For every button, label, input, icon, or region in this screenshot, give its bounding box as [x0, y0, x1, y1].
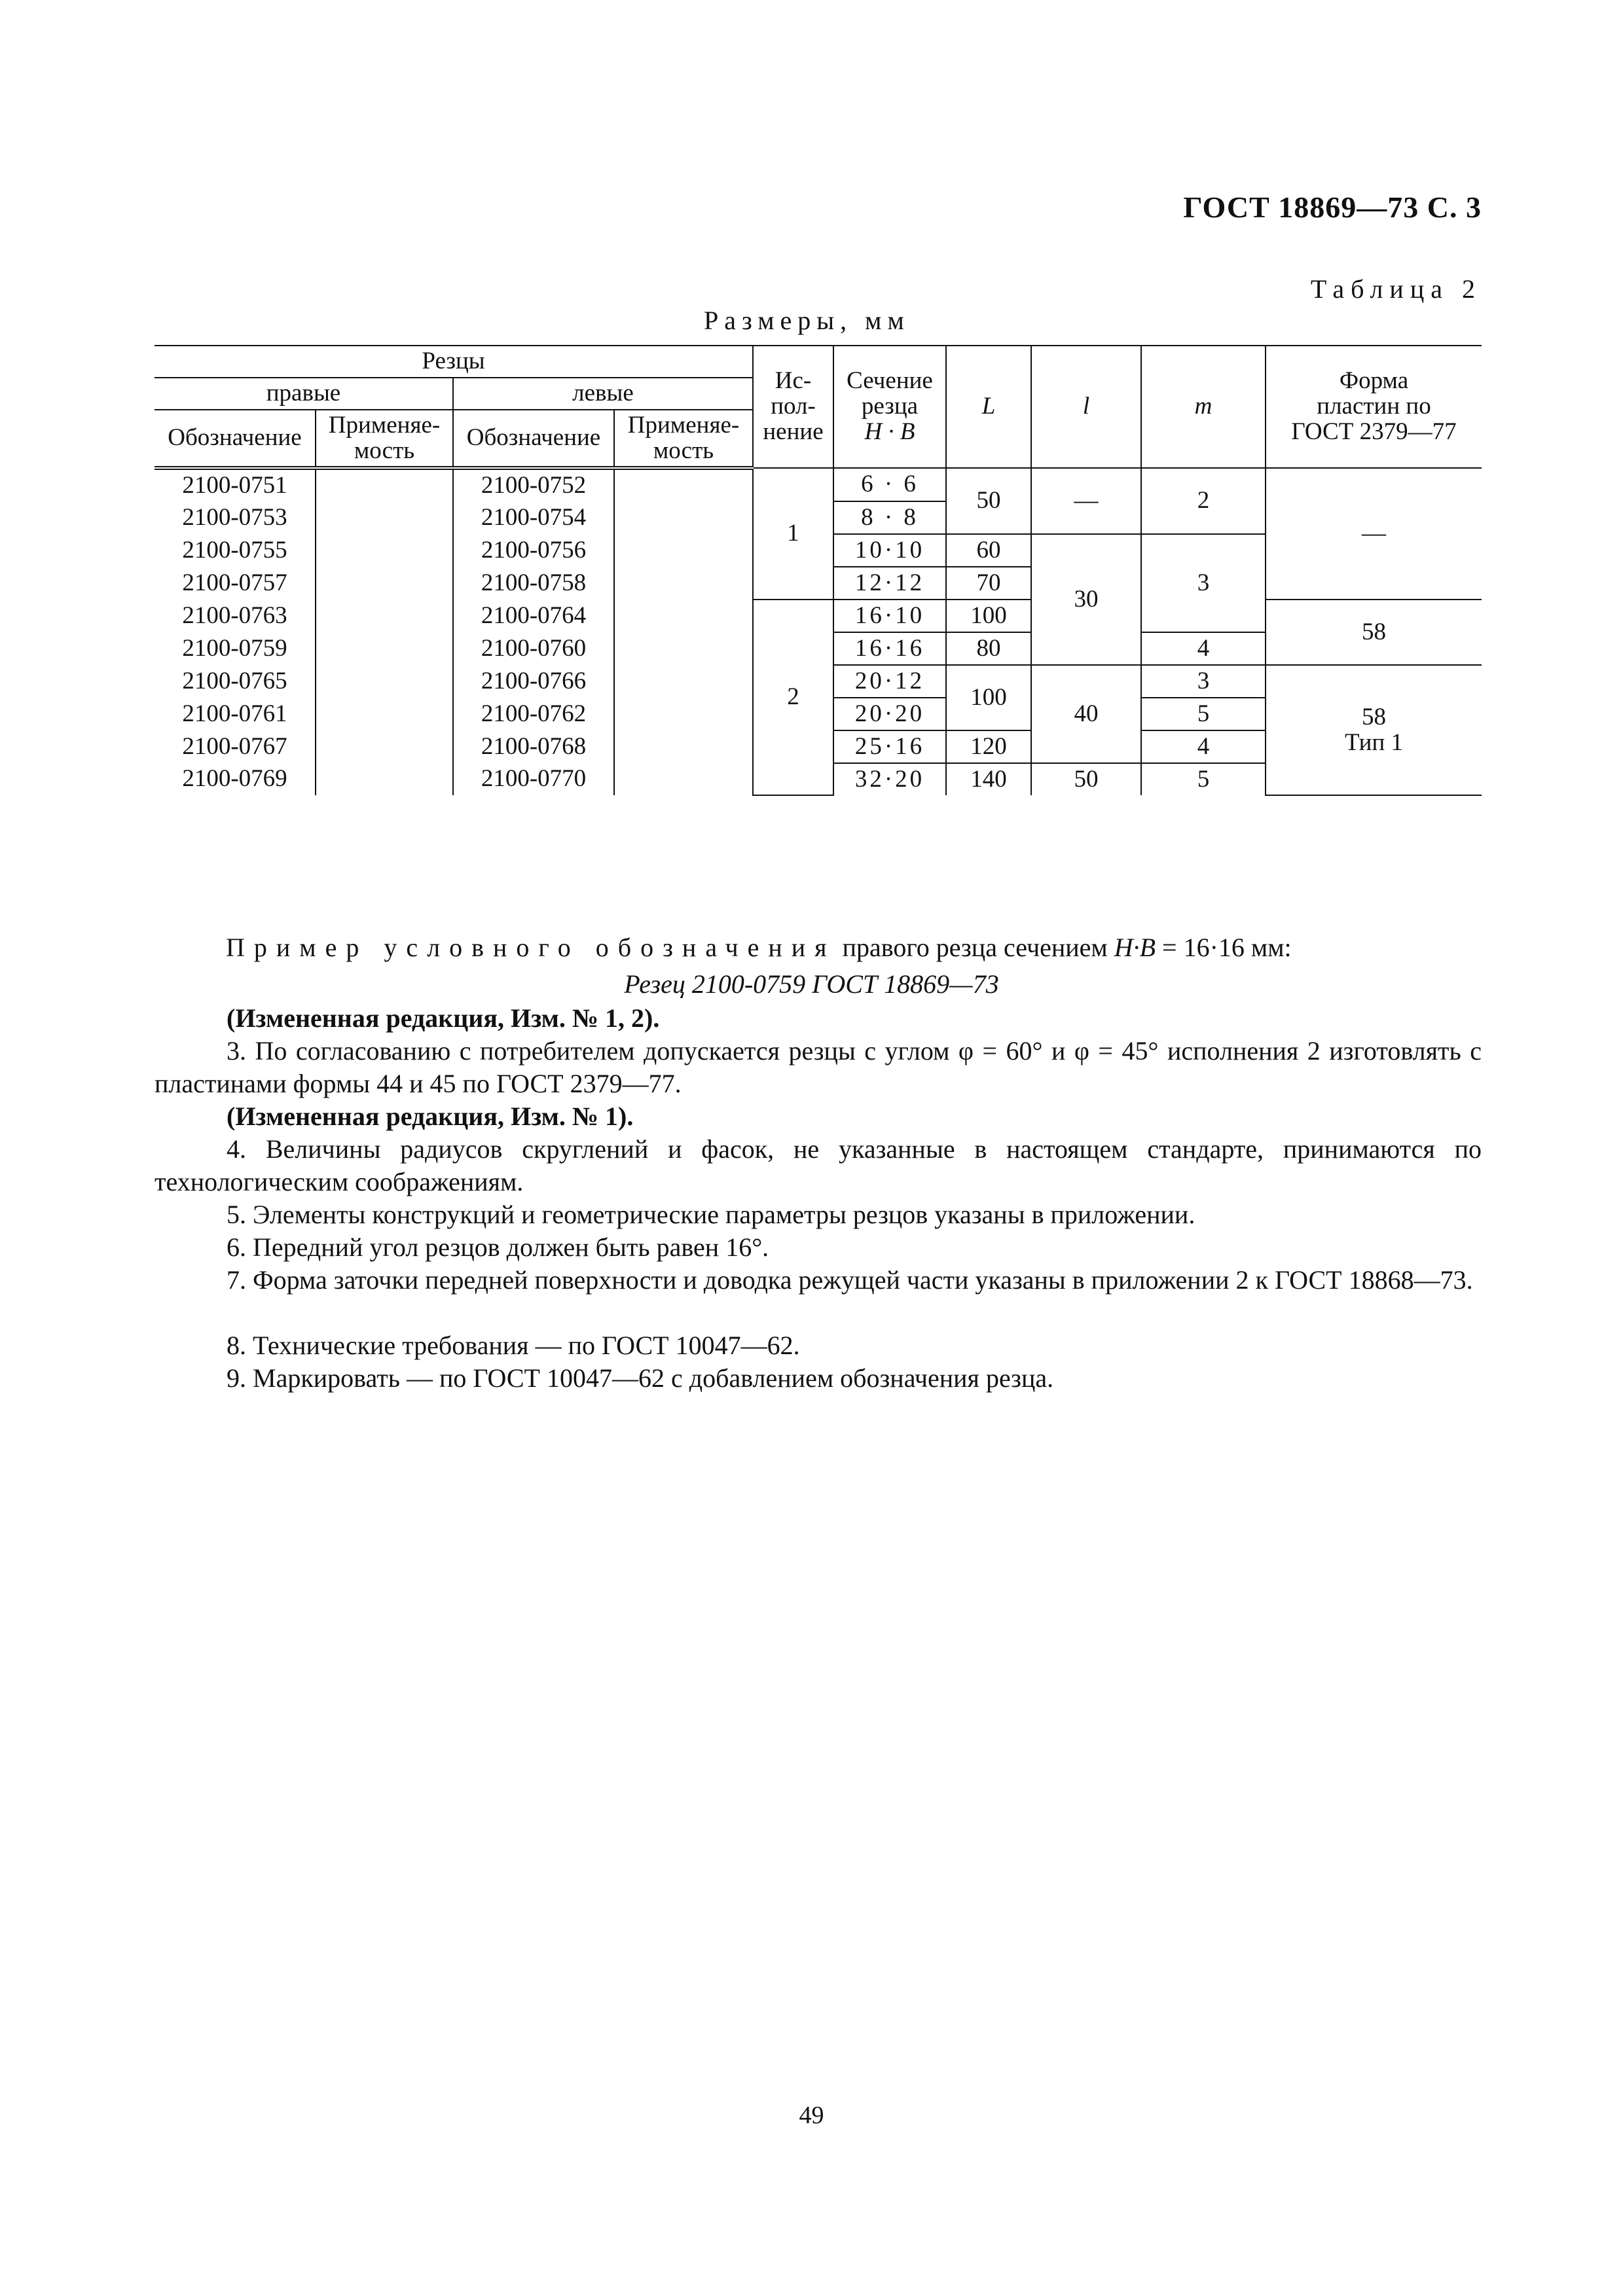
- section-cell: 16·16: [833, 632, 946, 665]
- L-cell: 50: [946, 468, 1031, 534]
- m-cell: 2: [1141, 468, 1266, 534]
- m-cell: 4: [1141, 730, 1266, 763]
- l-cell: 50: [1031, 763, 1141, 795]
- m-cell: 5: [1141, 698, 1266, 730]
- example-code: Резец 2100-0759 ГОСТ 18869—73: [624, 969, 999, 999]
- header-right-applicability: Применяе- мость: [316, 410, 453, 469]
- section-cell: 16·10: [833, 600, 946, 632]
- l-cell: 40: [1031, 665, 1141, 763]
- header-right: правые: [155, 378, 453, 410]
- L-cell: 60: [946, 534, 1031, 567]
- table-row: [155, 468, 1482, 501]
- l-cell: —: [1031, 468, 1141, 534]
- sizes-label: Размеры, мм: [704, 306, 910, 335]
- left-applicability: [614, 534, 753, 567]
- header-left: левые: [453, 378, 753, 410]
- left-applicability: [614, 763, 753, 795]
- left-designation: 2100-0754: [453, 501, 614, 534]
- right-applicability: [316, 632, 453, 665]
- right-designation: 2100-0765: [155, 665, 316, 698]
- example-formula: H·B: [1114, 933, 1156, 962]
- right-designation: 2100-0751: [155, 468, 316, 501]
- right-designation: 2100-0767: [155, 730, 316, 763]
- example-text: правого резца сечением: [835, 933, 1114, 962]
- L-cell: 100: [946, 665, 1031, 730]
- right-designation: 2100-0753: [155, 501, 316, 534]
- header-l: l: [1031, 346, 1141, 468]
- left-designation: 2100-0770: [453, 763, 614, 795]
- header-form: Форма пластин по ГОСТ 2379—77: [1266, 346, 1482, 468]
- section-cell: 8 · 8: [833, 501, 946, 534]
- left-designation: 2100-0758: [453, 567, 614, 600]
- right-applicability: [316, 730, 453, 763]
- right-designation: 2100-0759: [155, 632, 316, 665]
- right-applicability: [316, 665, 453, 698]
- paragraph-7: 7. Форма заточки передней поверхности и доводка режущей части указаны в приложении 2 к ГОСТ 18868—73.: [227, 1265, 1473, 1295]
- example-line: [226, 932, 1292, 963]
- table-row: [155, 600, 1482, 632]
- m-cell: 5: [1141, 763, 1266, 795]
- left-designation: 2100-0752: [453, 468, 614, 501]
- paragraph-6: 6. Передний угол резцов должен быть равен 16°.: [227, 1232, 769, 1262]
- section-cell: 20·20: [833, 698, 946, 730]
- m-cell: 4: [1141, 632, 1266, 665]
- paragraph-9: 9. Маркировать — по ГОСТ 10047—62 с добавлением обозначения резца.: [227, 1363, 1054, 1393]
- right-applicability: [316, 468, 453, 501]
- paragraph-5: 5. Элементы конструкций и геометрические параметры резцов указаны в приложении.: [227, 1200, 1195, 1229]
- left-applicability: [614, 632, 753, 665]
- header-version: Ис- пол- нение: [753, 346, 833, 468]
- left-applicability: [614, 730, 753, 763]
- L-cell: 140: [946, 763, 1031, 795]
- left-designation: 2100-0768: [453, 730, 614, 763]
- left-designation: 2100-0756: [453, 534, 614, 567]
- header-cutters: Резцы: [155, 346, 753, 378]
- right-applicability: [316, 501, 453, 534]
- section-cell: 10·10: [833, 534, 946, 567]
- header-section: Сечение резца H · B: [833, 346, 946, 468]
- header-left-designation: Обозначение: [453, 410, 614, 469]
- right-applicability: [316, 600, 453, 632]
- right-designation: 2100-0757: [155, 567, 316, 600]
- m-cell: 3: [1141, 534, 1266, 632]
- header-L: L: [946, 346, 1031, 468]
- paragraph-3: 3. По согласованию с потребителем допускается резцы с углом φ = 60° и φ = 45° исполнения 2 изготовлять с пластинами формы 44 и 45 по ГОСТ 2379—77.: [155, 1036, 1482, 1098]
- section-cell: 32·20: [833, 763, 946, 795]
- header-left-applicability: Применяе- мость: [614, 410, 753, 469]
- right-applicability: [316, 698, 453, 730]
- version-cell: 1: [753, 468, 833, 600]
- section-cell: 6 · 6: [833, 468, 946, 501]
- page-number: 49: [799, 2102, 824, 2129]
- left-designation: 2100-0766: [453, 665, 614, 698]
- section-cell: 20·12: [833, 665, 946, 698]
- header-m: m: [1141, 346, 1266, 468]
- left-designation: 2100-0760: [453, 632, 614, 665]
- paragraph-4: 4. Величины радиусов скруглений и фасок, не указанные в настоящем стандарте, принимаются по технологическим соображениям.: [155, 1134, 1482, 1196]
- left-applicability: [614, 665, 753, 698]
- edit-note-1: (Измененная редакция, Изм. № 1, 2).: [227, 1003, 660, 1033]
- dimensions-table: [155, 345, 1482, 796]
- m-cell: 3: [1141, 665, 1266, 698]
- paragraph-8: 8. Технические требования — по ГОСТ 10047—62.: [227, 1331, 800, 1360]
- left-applicability: [614, 501, 753, 534]
- right-applicability: [316, 763, 453, 795]
- L-cell: 100: [946, 600, 1031, 632]
- left-applicability: [614, 567, 753, 600]
- form-cell: 58: [1266, 600, 1482, 665]
- document-header: ГОСТ 18869—73 С. 3: [1183, 190, 1482, 224]
- example-label: Пример условного обозначения: [226, 933, 836, 962]
- L-cell: 70: [946, 567, 1031, 600]
- example-text-end: = 16·16 мм:: [1156, 933, 1292, 962]
- left-applicability: [614, 600, 753, 632]
- form-cell: —: [1266, 468, 1482, 600]
- form-cell: 58 Тип 1: [1266, 665, 1482, 795]
- section-cell: 25·16: [833, 730, 946, 763]
- right-designation: 2100-0761: [155, 698, 316, 730]
- left-designation: 2100-0762: [453, 698, 614, 730]
- edit-note-2: (Измененная редакция, Изм. № 1).: [227, 1102, 634, 1131]
- L-cell: 120: [946, 730, 1031, 763]
- right-applicability: [316, 534, 453, 567]
- left-applicability: [614, 698, 753, 730]
- L-cell: 80: [946, 632, 1031, 665]
- left-applicability: [614, 468, 753, 501]
- header-right-designation: Обозначение: [155, 410, 316, 469]
- version-cell: 2: [753, 600, 833, 795]
- l-cell: 30: [1031, 534, 1141, 665]
- table-label: Таблица 2: [1310, 274, 1482, 304]
- section-cell: 12·12: [833, 567, 946, 600]
- right-applicability: [316, 567, 453, 600]
- right-designation: 2100-0763: [155, 600, 316, 632]
- right-designation: 2100-0769: [155, 763, 316, 795]
- right-designation: 2100-0755: [155, 534, 316, 567]
- left-designation: 2100-0764: [453, 600, 614, 632]
